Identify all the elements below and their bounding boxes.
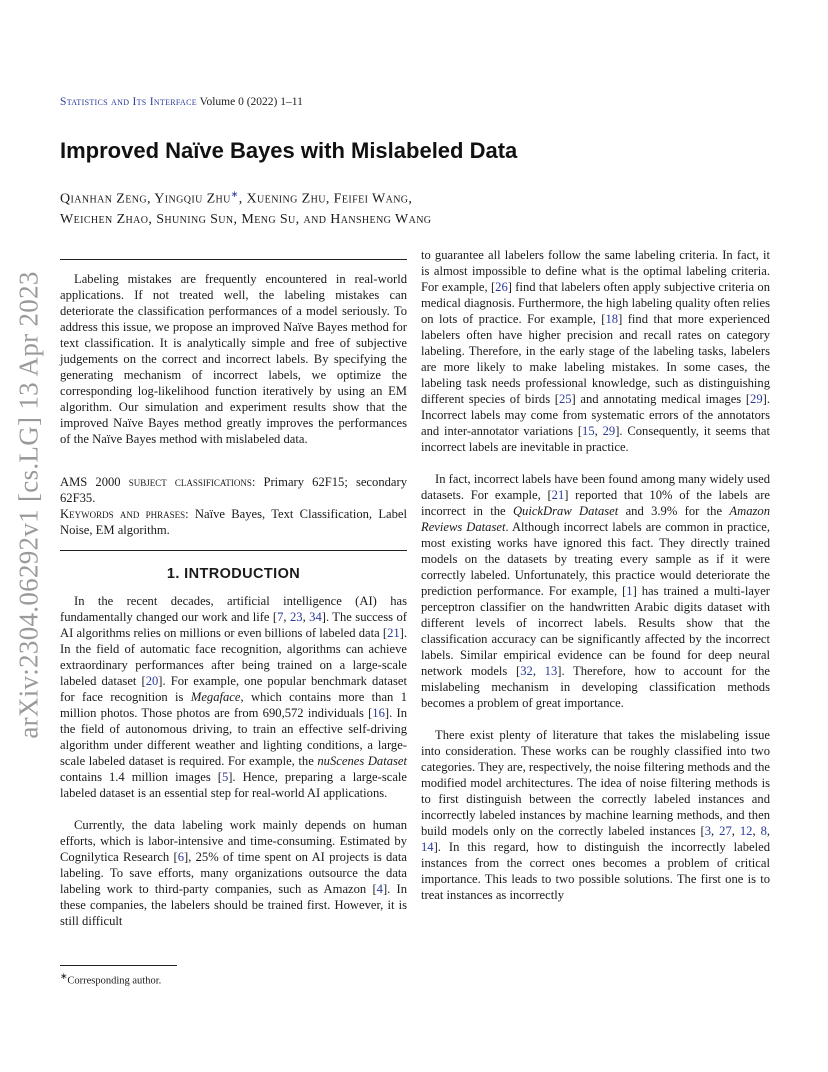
journal-name[interactable]: Statistics and Its Interface	[60, 96, 197, 108]
author-line-2: Weichen Zhao, Shuning Sun, Meng Su, and Hansheng Wang	[60, 211, 432, 227]
paper-title: Improved Naïve Bayes with Mislabeled Data	[60, 138, 518, 163]
citation[interactable]: 15	[582, 424, 595, 438]
citation[interactable]: 7	[277, 610, 284, 624]
corresponding-author-mark[interactable]: ∗	[230, 189, 239, 199]
intro-left-column	[60, 593, 407, 929]
volume-info: Volume 0 (2022) 1–11	[199, 96, 303, 108]
citation[interactable]: 3	[704, 824, 712, 838]
citation[interactable]: 13	[544, 664, 558, 678]
section-rule	[60, 550, 407, 551]
author-list	[60, 184, 620, 230]
citation[interactable]: 1	[626, 584, 633, 598]
keywords	[60, 506, 407, 538]
citation[interactable]: 20	[145, 674, 159, 688]
ams-classifications	[60, 474, 407, 506]
citation[interactable]: 34	[309, 610, 322, 624]
arxiv-stamp: arXiv:2304.06292v1 [cs.LG] 13 Apr 2023	[13, 271, 44, 739]
citation[interactable]: 29	[602, 424, 616, 438]
citation[interactable]: 16	[372, 706, 385, 720]
citation[interactable]: 18	[605, 312, 619, 326]
citation[interactable]: 5	[221, 770, 229, 784]
abstract	[60, 271, 407, 447]
citation[interactable]: 23	[289, 610, 303, 624]
citation[interactable]: 14	[421, 840, 434, 854]
footnote: ∗Corresponding author.	[60, 971, 162, 987]
running-header	[60, 96, 303, 108]
intro-paragraph-1: In the recent decades, artificial intelligence (AI) has fundamentally changed our work and life [7, 23, 34]. The success of AI algorithms relies on millions or even billions of labeled data [21]. In the field of automatic face recognition, algorithms can achieve extraordinary performances after being trained on a large-scale labeled dataset [20]. For example, one popular benchmark dataset for face recognition is Megaface, which contains more than 1 million photos. Those photos are from 690,572 individuals [16]. In the field of autonomous driving, to train an effective self-driving algorithm under different weather and lighting conditions, a large-scale labeled dataset is required. For example, the nuScenes Dataset contains 1.4 million images [5]. Hence, preparing a large-scale labeled dataset is an essential step for real-world AI applications.	[60, 594, 408, 800]
author-line-1: Qianhan Zeng, Yingqiu Zhu∗, Xuening Zhu, Feifei Wang,	[60, 189, 413, 207]
abstract-text: Labeling mistakes are frequently encountered in real-world applications. If not treated well, the labeling mistakes can deteriorate the classification performances of a model seriously. To address this issue, we propose an improved Naïve Bayes method for text classification. It is analytically simple and free of subjective judgements on the correct and incorrect labels. By specifying the generating mechanism of incorrect labels, we optimize the corresponding log-likelihood function iteratively by using an EM algorithm. Our simulation and experiment results show that the improved Naïve Bayes method greatly improves the performances of the Naïve Bayes method with mislabeled data.	[60, 272, 407, 446]
citation[interactable]: 25	[558, 392, 572, 406]
ams-label: AMS 2000 subject classifications:	[60, 475, 256, 489]
citation[interactable]: 27	[719, 824, 732, 838]
right-paragraph-1: to guarantee all labelers follow the same labeling criteria. In fact, it is almost impossible to define what is the optimal labeling criteria. For example, [26] find that labelers often apply subjective criteria on medical diagnosis. Furthermore, the high labeling quality often relies on lots of practice. For example, [18] find that more experienced labelers often have higher precision and recall rates on category labeling. Therefore, in the early stage of the labeling tasks, labelers are more likely to make labeling mistakes. In some cases, the labeling task needs professional knowledge, such as distinguishing different species of birds [25] and annotating medical images [29]. Incorrect labels may come from systematic errors of the annotators and inter-annotator variations [15, 29]. Consequently, it seems that incorrect labels are inevitable in practice.	[421, 248, 770, 454]
citation[interactable]: 29	[750, 392, 763, 406]
intro-paragraph-2: Currently, the data labeling work mainly depends on human efforts, which is labor-intensive and time-consuming. Estimated by Cognilytica Research [6], 25% of time spent on AI projects is data labeling. To save efforts, many organizations outsource the data labeling work to third-party companies, such as Amazon [4]. In these companies, the labelers should be trained first. However, it is still difficult	[60, 818, 407, 928]
right-column	[421, 247, 770, 903]
top-rule	[60, 259, 407, 260]
ams-text: Primary 62F15; secondary 62F35.	[60, 475, 407, 505]
citation[interactable]: 8	[760, 824, 767, 838]
keywords-text: Naïve Bayes, Text Classification, Label Noise, EM algorithm.	[60, 507, 407, 537]
footnote-rule	[60, 965, 177, 966]
citation[interactable]: 4	[376, 882, 383, 896]
citation[interactable]: 21	[551, 488, 565, 502]
citation[interactable]: 12	[739, 824, 753, 838]
right-paragraph-2: In fact, incorrect labels have been found among many widely used datasets. For example, [21] reported that 10% of the labels are incorrect in the QuickDraw Dataset and 3.9% for the Amazon Reviews Dataset. Although incorrect labels are common in practice, most existing works have ignored this fact. They directly trained models on the datasets by treating every sample as if it were correctly labeled. Unfortunately, this practice would deteriorate the prediction performance. For example, [1] has trained a multi-layer perceptron classifier on the handwritten Arabic digits dataset with different levels of incorrect labels. Results show that the classification accuracy can be significantly affected by the incorrect labels. Similar empirical evidence can be found for deep neural network models [32, 13]. Therefore, how to account for the mislabeling mechanism in developing classification methods becomes a problem of great importance.	[421, 472, 770, 710]
citation[interactable]: 21	[387, 626, 400, 640]
keywords-label: Keywords and phrases:	[60, 507, 189, 521]
right-paragraph-3: There exist plenty of literature that takes the mislabeling issue into consideration. These works can be roughly classified into two categories. They are, respectively, the noise filtering methods and the modified model architectures. The idea of noise filtering methods is to first distinguish between the correctly labeled instances and incorrectly labeled instances by machine learning methods, and then build models only on the correctly labeled instances [3, 27, 12, 8, 14]. In this regard, how to distinguish the incorrectly labeled instances from the correct ones becomes a problem of critical importance. This leads to two possible solutions. The first one is to treat instances as incorrectly	[421, 728, 771, 902]
section-heading: 1. INTRODUCTION	[166, 566, 301, 582]
citation[interactable]: 26	[495, 280, 508, 294]
citation[interactable]: 32	[520, 664, 533, 678]
citation[interactable]: 6	[177, 850, 184, 864]
